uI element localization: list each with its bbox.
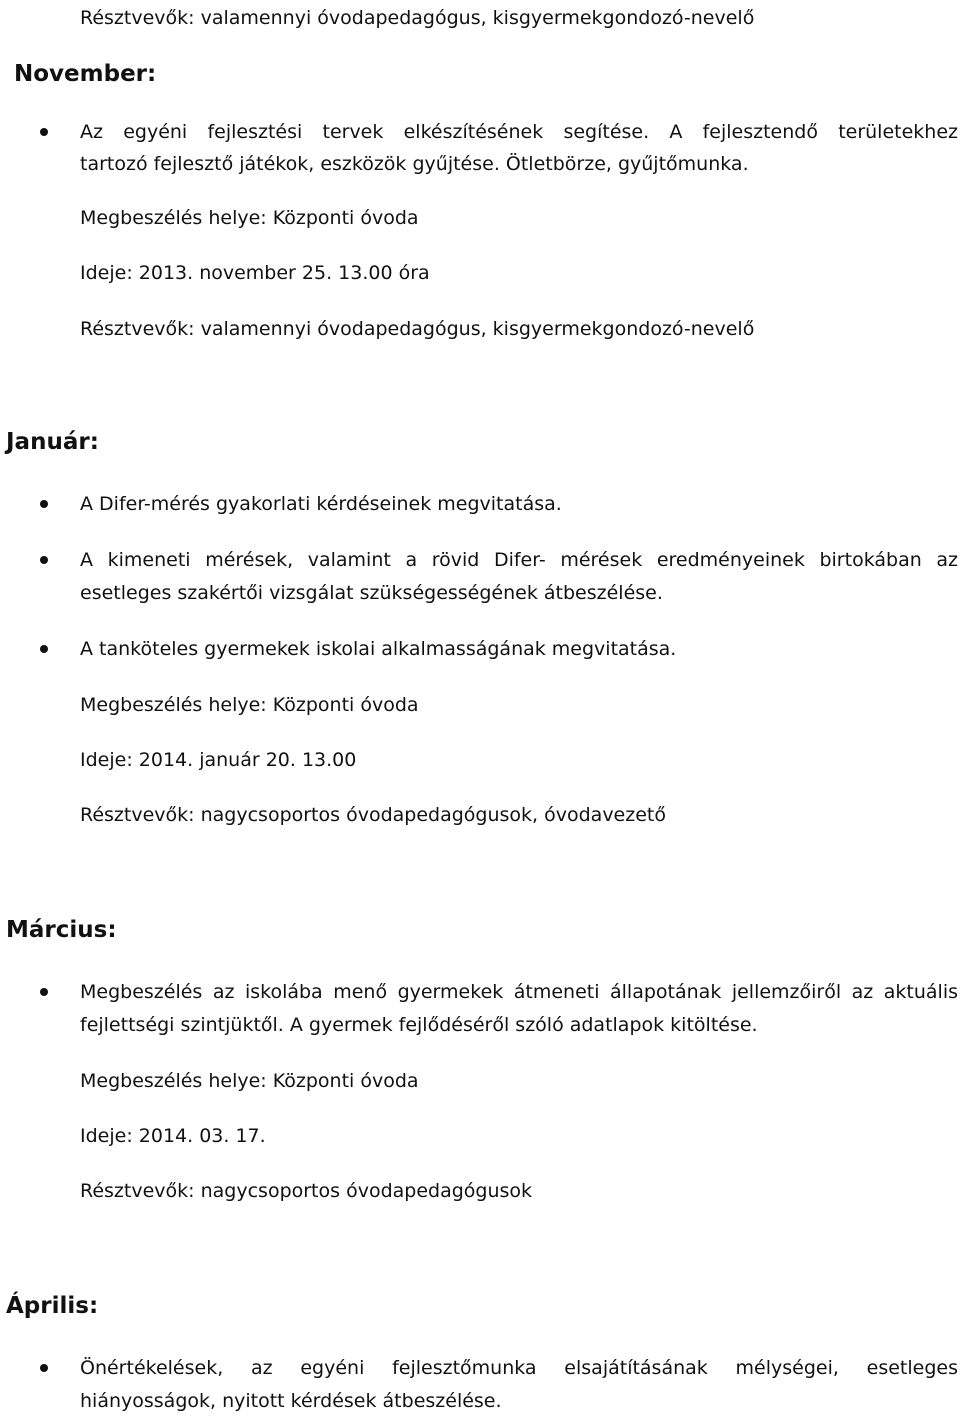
- bullet-icon: [40, 500, 48, 508]
- november-item-line: Az egyéni fejlesztési tervek elkészítésének segítése. A fejlesztendő területekhez: [80, 121, 958, 143]
- november-participants: Résztvevők: valamennyi óvodapedagógus, kisgyermekgondozó-nevelő: [80, 318, 755, 340]
- januar-participants: Résztvevők: nagycsoportos óvodapedagógusok, óvodavezető: [80, 804, 666, 826]
- bullet-icon: [40, 128, 48, 136]
- november-heading: November:: [14, 61, 157, 87]
- bullet-icon: [40, 556, 48, 564]
- marcius-place: Megbeszélés helye: Központi óvoda: [80, 1070, 419, 1092]
- bullet-icon: [40, 988, 48, 996]
- bullet-icon: [40, 645, 48, 653]
- januar-item-line: A kimeneti mérések, valamint a rövid Difer- mérések eredményeinek birtokában az: [80, 549, 958, 571]
- aprilis-item-line: hiányosságok, nyitott kérdések átbeszélése.: [80, 1390, 502, 1412]
- bullet-icon: [40, 1364, 48, 1372]
- aprilis-item-line: Önértékelések, az egyéni fejlesztőmunka elsajátításának mélységei, esetleges: [80, 1357, 958, 1379]
- januar-place: Megbeszélés helye: Központi óvoda: [80, 694, 419, 716]
- november-time: Ideje: 2013. november 25. 13.00 óra: [80, 262, 430, 284]
- januar-item: A Difer-mérés gyakorlati kérdéseinek megvitatása.: [80, 493, 562, 515]
- november-item-line: tartozó fejlesztő játékok, eszközök gyűjtése. Ötletbörze, gyűjtőmunka.: [80, 153, 749, 175]
- marcius-item-line: Megbeszélés az iskolába menő gyermekek átmeneti állapotának jellemzőiről az aktuális: [80, 981, 958, 1003]
- januar-heading: Január:: [6, 429, 99, 455]
- januar-item: A tanköteles gyermekek iskolai alkalmasságának megvitatása.: [80, 638, 677, 660]
- marcius-participants: Résztvevők: nagycsoportos óvodapedagógusok: [80, 1180, 533, 1202]
- januar-time: Ideje: 2014. január 20. 13.00: [80, 749, 357, 771]
- marcius-time: Ideje: 2014. 03. 17.: [80, 1125, 266, 1147]
- januar-item-line: esetleges szakértői vizsgálat szükségességének átbeszélése.: [80, 582, 663, 604]
- top-participants-text: Résztvevők: valamennyi óvodapedagógus, kisgyermekgondozó-nevelő: [80, 7, 755, 29]
- marcius-heading: Március:: [6, 917, 117, 943]
- aprilis-heading: Április:: [6, 1293, 99, 1319]
- marcius-item-line: fejlettségi szintjüktől. A gyermek fejlődéséről szóló adatlapok kitöltése.: [80, 1014, 758, 1036]
- november-place: Megbeszélés helye: Központi óvoda: [80, 207, 419, 229]
